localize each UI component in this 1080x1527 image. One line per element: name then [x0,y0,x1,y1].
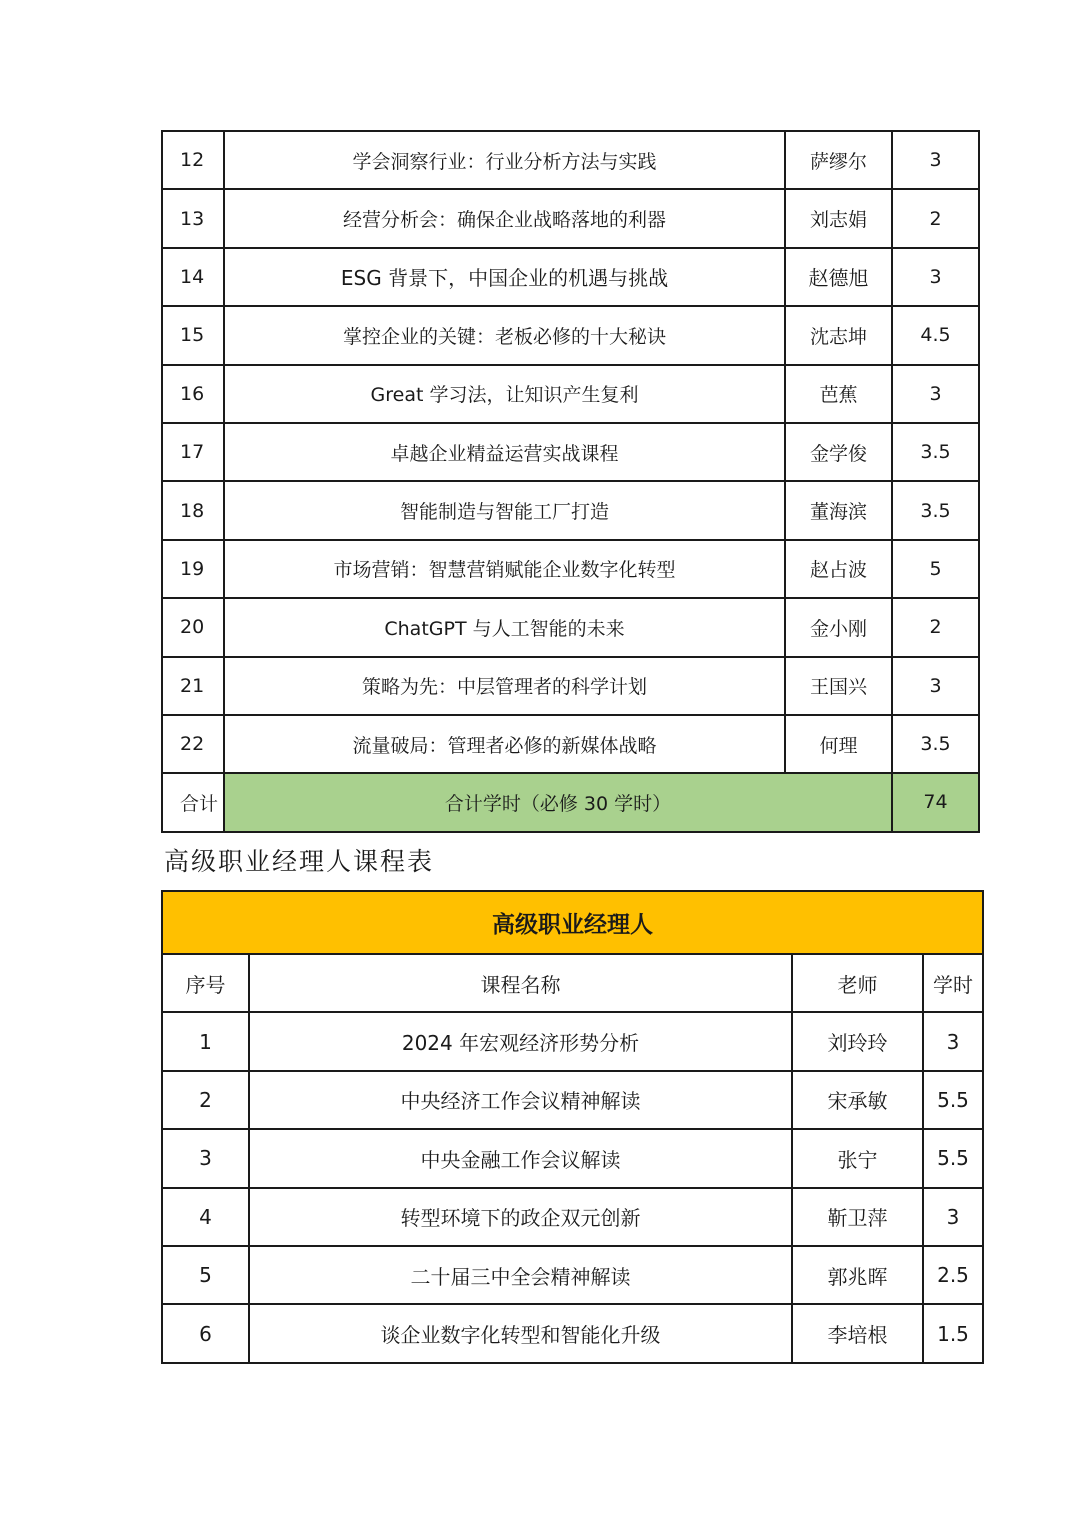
row-number: 12 [162,131,224,189]
course-hours: 3 [892,365,979,423]
table-row [162,598,979,656]
row-number: 19 [162,540,224,598]
course-hours: 5 [892,540,979,598]
teacher-name: 金小刚 [785,598,892,656]
teacher-name: 刘志娟 [785,189,892,247]
teacher-name: 金学俊 [785,423,892,481]
header-hours: 学时 [923,954,983,1012]
course-name: 二十届三中全会精神解读 [249,1246,792,1304]
table-row [162,1188,983,1246]
row-number: 20 [162,598,224,656]
course-name: 流量破局：管理者必修的新媒体战略 [224,715,785,773]
row-number: 21 [162,657,224,715]
table-row [162,1129,983,1187]
row-number: 15 [162,306,224,364]
course-name: 转型环境下的政企双元创新 [249,1188,792,1246]
course-name: 学会洞察行业：行业分析方法与实践 [224,131,785,189]
table-row [162,1012,983,1070]
row-number: 14 [162,248,224,306]
course-hours: 2 [892,598,979,656]
course-name: 策略为先：中层管理者的科学计划 [224,657,785,715]
course-name: 中央金融工作会议解读 [249,1129,792,1187]
course-hours: 4.5 [892,306,979,364]
table-row [162,657,979,715]
course-name: 中央经济工作会议精神解读 [249,1071,792,1129]
table-row [162,189,979,247]
total-description: 合计学时（必修 30 学时） [224,773,892,831]
header-no: 序号 [162,954,249,1012]
course-hours: 2.5 [923,1246,983,1304]
row-number: 6 [162,1304,249,1362]
teacher-name: 宋承敏 [792,1071,923,1129]
table-row [162,306,979,364]
row-number: 18 [162,481,224,539]
course-name: 卓越企业精益运营实战课程 [224,423,785,481]
teacher-name: 董海滨 [785,481,892,539]
table-row [162,131,979,189]
teacher-name: 芭蕉 [785,365,892,423]
course-name: 市场营销：智慧营销赋能企业数字化转型 [224,540,785,598]
course-name: ESG 背景下，中国企业的机遇与挑战 [224,248,785,306]
row-number: 17 [162,423,224,481]
header-course: 课程名称 [249,954,792,1012]
course-hours: 3 [892,657,979,715]
course-hours: 3 [923,1188,983,1246]
header-teacher: 老师 [792,954,923,1012]
teacher-name: 李培根 [792,1304,923,1362]
table-row [162,715,979,773]
course-hours: 5.5 [923,1071,983,1129]
course-hours: 1.5 [923,1304,983,1362]
course-hours: 3 [923,1012,983,1070]
table-row [162,540,979,598]
table-row [162,1304,983,1362]
teacher-name: 刘玲玲 [792,1012,923,1070]
table-row [162,365,979,423]
course-name: 掌控企业的关键：老板必修的十大秘诀 [224,306,785,364]
row-number: 5 [162,1246,249,1304]
table-row [162,1071,983,1129]
course-table-continued [161,130,980,833]
course-hours: 3.5 [892,715,979,773]
row-number: 4 [162,1188,249,1246]
course-hours: 3.5 [892,481,979,539]
row-number: 13 [162,189,224,247]
table-title-row [162,891,983,954]
row-number: 16 [162,365,224,423]
course-hours: 5.5 [923,1129,983,1187]
teacher-name: 沈志坤 [785,306,892,364]
table-row [162,1246,983,1304]
row-number: 22 [162,715,224,773]
total-label: 合计 [162,773,224,831]
course-hours: 3 [892,131,979,189]
senior-manager-course-table [161,890,984,1364]
course-hours: 2 [892,189,979,247]
course-name: 智能制造与智能工厂打造 [224,481,785,539]
table-row [162,248,979,306]
total-hours: 74 [892,773,979,831]
table-row [162,423,979,481]
table-header-row [162,954,983,1012]
table-title: 高级职业经理人 [162,891,983,954]
row-number: 2 [162,1071,249,1129]
course-name: 2024 年宏观经济形势分析 [249,1012,792,1070]
section-heading: 高级职业经理人课程表 [164,847,435,876]
teacher-name: 赵德旭 [785,248,892,306]
teacher-name: 王国兴 [785,657,892,715]
row-number: 3 [162,1129,249,1187]
total-row [162,773,979,831]
row-number: 1 [162,1012,249,1070]
course-name: Great 学习法，让知识产生复利 [224,365,785,423]
course-name: 谈企业数字化转型和智能化升级 [249,1304,792,1362]
course-name: ChatGPT 与人工智能的未来 [224,598,785,656]
table-row [162,481,979,539]
teacher-name: 萨缪尔 [785,131,892,189]
teacher-name: 何理 [785,715,892,773]
course-hours: 3 [892,248,979,306]
teacher-name: 郭兆晖 [792,1246,923,1304]
teacher-name: 靳卫萍 [792,1188,923,1246]
course-name: 经营分析会：确保企业战略落地的利器 [224,189,785,247]
course-hours: 3.5 [892,423,979,481]
teacher-name: 张宁 [792,1129,923,1187]
teacher-name: 赵占波 [785,540,892,598]
